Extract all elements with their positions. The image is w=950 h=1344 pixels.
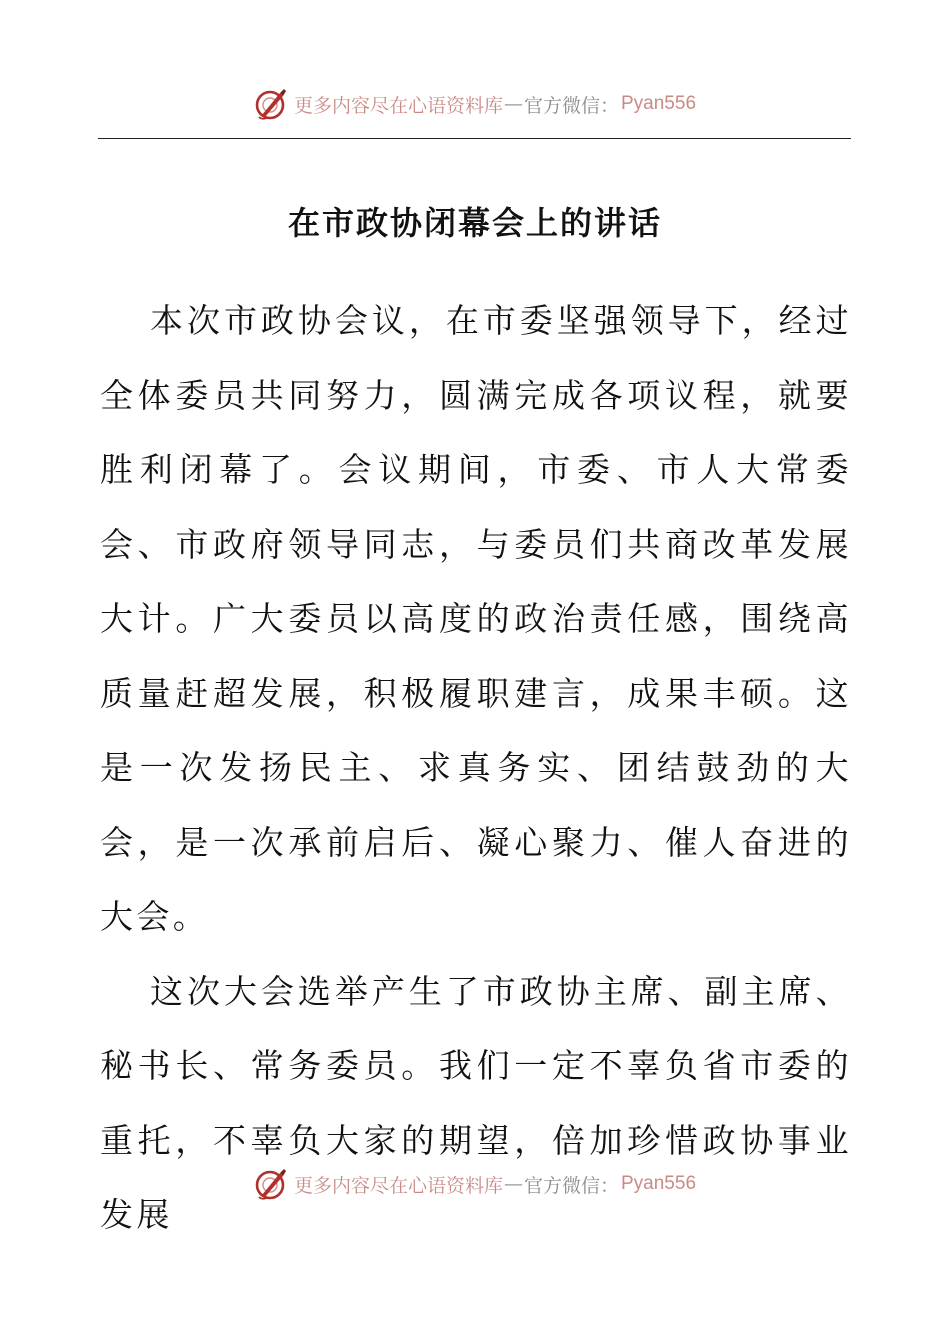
header-banner (0, 84, 950, 124)
banner-title: 更多内容尽在心语资料库 (293, 94, 503, 117)
banner-wechat-label: 官方微信： (523, 94, 619, 117)
document-body (100, 284, 852, 1253)
banner-wechat-id: Pyan556 (621, 1173, 697, 1194)
pen-logo-icon (254, 87, 288, 121)
paragraph: 这次大会选举产生了市政协主席、副主席、秘书长、常务委员。我们一定不辜负省市委的重托，不辜负大家的期望，倍加珍惜政协事业发展 (100, 971, 852, 1234)
banner-wechat-id: Pyan556 (621, 93, 697, 114)
document-title: 在市政协闭幕会上的讲话 (287, 204, 662, 242)
header-rule (98, 138, 851, 139)
banner-dash: — (503, 93, 523, 115)
paragraph: 本次市政协会议，在市委坚强领导下，经过全体委员共同努力，圆满完成各项议程，就要胜利闭幕了。会议期间，市委、市人大常委会、市政府领导同志，与委员们共商改革发展大计。广大委员以高度的政治责任感，围绕高质量赶超发展，积极履职建言，成果丰硕。这是一次发扬民主、求真务实、团结鼓劲的大会，是一次承前启后、凝心聚力、催人奋进的大会。 (100, 301, 852, 936)
footer-banner (0, 1164, 950, 1204)
pen-logo-icon (254, 1167, 288, 1201)
banner-wechat-label: 官方微信： (523, 1174, 619, 1197)
banner-dash: — (503, 1173, 523, 1195)
banner-title: 更多内容尽在心语资料库 (293, 1174, 503, 1197)
